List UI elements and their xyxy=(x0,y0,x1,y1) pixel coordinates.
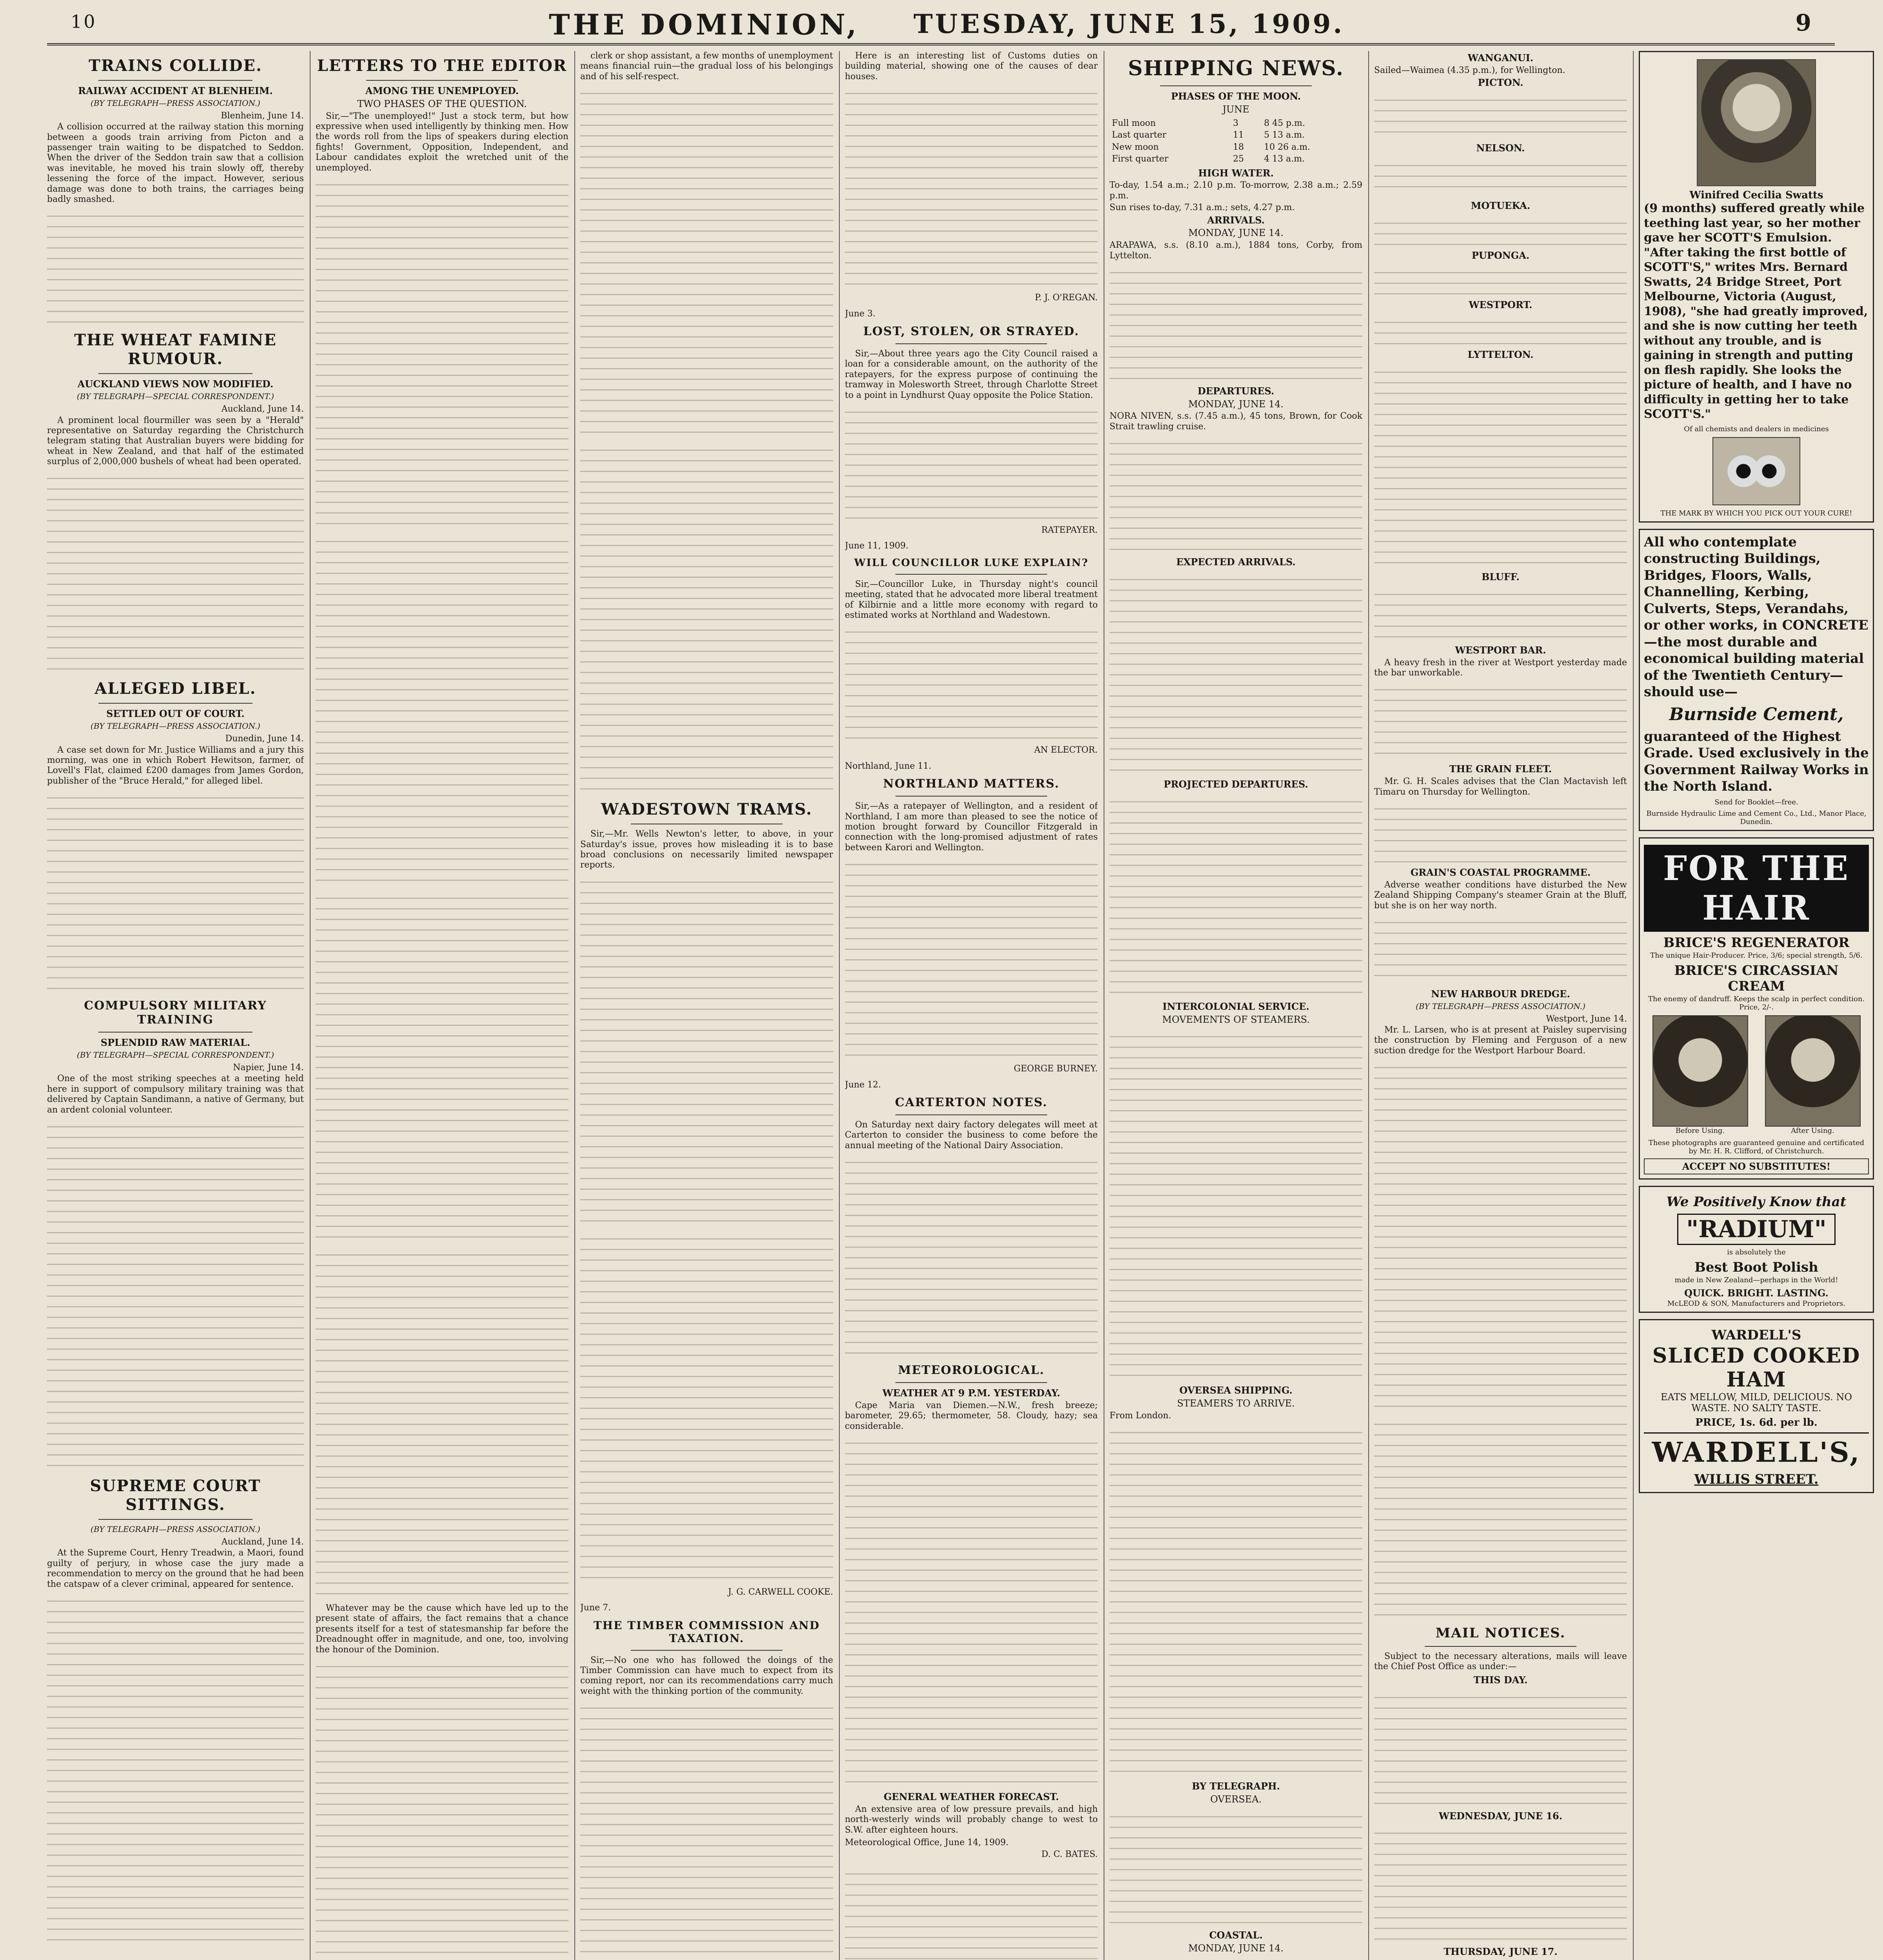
port-heading: NELSON. xyxy=(1476,142,1525,154)
article-text-block xyxy=(580,1230,833,1583)
article-paragraph: Whatever may be the cause which have led up to the present state of affairs, the fact remains that a chance presents itself for a test of statesmanship far before the Dreadnought offer in magnitude, and one, too, involving the honour of the Dominion. xyxy=(316,1603,568,1655)
ad-caption: Winifred Cecilia Swatts xyxy=(1689,189,1823,201)
letter-date: June 11, 1909. xyxy=(845,541,909,551)
column-rule xyxy=(839,51,840,1960)
page-mark-left: 10 xyxy=(71,11,97,32)
article-text-block xyxy=(1374,800,1627,863)
article-paragraph: Sir,—As a ratepayer of Wellington, and a resident of Northland, I am more than pleased to see the notice of motion brought forward by Councillor Fitzgerald in connection with the long-promised adjustment of rates between Karori and Wellington. xyxy=(845,801,1098,853)
article-paragraph: Adverse weather conditions have disturbed the New Zealand Shipping Company's steamer Grain at the Bluff, but she is on her way north. xyxy=(1374,880,1627,911)
ad-brand: "RADIUM" xyxy=(1677,1214,1836,1245)
column-6 xyxy=(1374,51,1627,1960)
article-subtitle: MOVEMENTS OF STEAMERS. xyxy=(1162,1014,1310,1025)
time-cell: 5 13 a.m. xyxy=(1264,130,1305,140)
office-line: Meteorological Office, June 14, 1909. xyxy=(845,1838,1009,1848)
article-title: WILL COUNCILLOR LUKE EXPLAIN? xyxy=(854,557,1089,569)
before-image xyxy=(1652,1015,1748,1127)
divider xyxy=(895,796,1047,797)
divider xyxy=(895,1114,1047,1115)
sun-times: Sun rises to-day, 7.31 a.m.; sets, 4.27 p.m. xyxy=(1109,203,1295,213)
article-paragraph: Here is an interesting list of Customs duties on building material, showing one of the causes of dear houses. xyxy=(845,51,1098,82)
shipping-list-block xyxy=(1109,264,1362,382)
dateline: Westport, June 14. xyxy=(1546,1014,1627,1024)
article-subtitle: EXPECTED ARRIVALS. xyxy=(1176,556,1296,568)
article-paragraph: A case set down for Mr. Justice Williams and a jury this morning, was one in which Robert Hewitson, farmer, of Lovell's Flat, claimed £200 damages from James Gordon, publisher of the "Bruce Herald," for alleged libel. xyxy=(47,745,304,786)
article-text-block xyxy=(1374,1416,1627,1620)
article-subtitle: GRAIN'S COASTAL PROGRAMME. xyxy=(1410,866,1591,878)
article-title: THE TIMBER COMMISSION AND TAXATION. xyxy=(593,1619,820,1645)
port-heading: MOTUEKA. xyxy=(1471,200,1531,211)
article-subtitle: THE GRAIN FLEET. xyxy=(1449,763,1552,775)
shipping-list-block xyxy=(1109,1808,1362,1926)
letter-signature: GEORGE BURNEY. xyxy=(1013,1064,1098,1074)
ad-body: (9 months) suffered greatly while teething last year, so her mother gave her SCOTT'S Emulsion. "After taking the first bottle of SCOTT'S," writes Mrs. Bernard Swatts, 24 Bridge Street, Port Melbourne, Victoria (August, 1908), "she had greatly improved, and she is now cutting her teeth without any trouble, and is gaining in strength and putting on flesh rapidly. She looks the picture of health, and I have no difficulty in getting her to take SCOTT'S." xyxy=(1644,201,1868,421)
advertisement-column xyxy=(1639,51,1874,1960)
article-subtitle: DEPARTURES. xyxy=(1197,385,1275,397)
phase-cell: Last quarter xyxy=(1112,130,1167,140)
dateline: Auckland, June 14. xyxy=(221,404,304,414)
article-text-block xyxy=(47,208,304,325)
before-image-wrap xyxy=(1652,1015,1748,1135)
divider xyxy=(98,1519,252,1520)
day-cell: 11 xyxy=(1233,130,1244,140)
ad-tagline: EATS MELLOW, MILD, DELICIOUS. NO WASTE. NO SALTY TASTE. xyxy=(1660,1391,1852,1414)
article-paragraph: Sir,—About three years ago the City Council raised a loan for a considerable amount, on the authority of the ratepayers, for the express purpose of continuing the tramway in Molesworth Street, through Charlotte Street to a point in Lyndhurst Quay opposite the Police Station. xyxy=(845,348,1098,400)
column-1 xyxy=(47,51,304,1960)
article-subtitle: NEW HARBOUR DREDGE. xyxy=(1431,988,1570,1000)
dateline: Blenheim, June 14. xyxy=(221,111,304,121)
article-paragraph: Sir,—Councillor Luke, in Thursday night's council meeting, stated that he advocated more liberal treatment of Kilbirnie and a little more economy with regard to estimated works at Northland and Wadestown. xyxy=(845,579,1098,621)
dateline: Dunedin, June 14. xyxy=(225,734,304,744)
shipping-list-block xyxy=(1109,571,1362,775)
article-text-block xyxy=(580,874,833,1227)
shipping-list-block xyxy=(1374,215,1627,246)
column-rule xyxy=(574,51,575,1960)
article-paragraph: Sir,—No one who has followed the doings of the Timber Commission can have much to expect from its coming report, nor can its recommendations carry much weight with the thinking portion of the community. xyxy=(580,1655,833,1696)
article-text-block xyxy=(316,1658,568,1960)
ad-product: BRICE'S REGENERATOR xyxy=(1663,935,1850,951)
divider xyxy=(1160,85,1312,86)
wire-credit: (BY TELEGRAPH—PRESS ASSOCIATION.) xyxy=(91,98,260,108)
divider xyxy=(98,80,252,81)
letter-signature: RATEPAYER. xyxy=(1041,525,1098,535)
time-cell: 8 45 p.m. xyxy=(1264,118,1305,128)
article-subtitle: AUCKLAND VIEWS NOW MODIFIED. xyxy=(77,378,274,390)
article-text-block xyxy=(1374,914,1627,985)
article-text-block xyxy=(845,624,1098,741)
article-subtitle: COASTAL. xyxy=(1209,1929,1263,1941)
letter-date: June 3. xyxy=(845,309,876,319)
letter-signature: P. J. O'REGAN. xyxy=(1035,293,1098,303)
phase-cell: First quarter xyxy=(1112,154,1169,164)
column-rule xyxy=(310,51,311,1960)
port-heading: WESTPORT. xyxy=(1469,299,1533,311)
port-entry: Sailed—Waimea (4.35 p.m.), for Wellington. xyxy=(1374,65,1565,75)
wire-credit: (BY TELEGRAPH—PRESS ASSOCIATION.) xyxy=(91,721,260,731)
mail-day-heading: THIS DAY. xyxy=(1473,1674,1528,1686)
article-title: WADESTOWN TRAMS. xyxy=(601,800,813,819)
page-number: 9 xyxy=(1795,9,1811,36)
article-title: CARTERTON NOTES. xyxy=(895,1095,1048,1109)
letter-date: June 7. xyxy=(580,1603,611,1613)
wire-credit: (BY TELEGRAPH—PRESS ASSOCIATION.) xyxy=(1416,1001,1585,1011)
article-title: ALLEGED LIBEL. xyxy=(94,679,256,698)
article-subtitle: RAILWAY ACCIDENT AT BLENHEIM. xyxy=(78,85,273,96)
ad-product: BRICE'S CIRCASSIAN CREAM xyxy=(1674,962,1839,994)
section-title: SHIPPING NEWS. xyxy=(1128,56,1344,80)
day-cell: 25 xyxy=(1233,154,1244,164)
article-subtitle: WESTPORT BAR. xyxy=(1455,644,1546,656)
article-paragraph: An extensive area of low pressure prevails, and high north-westerly winds will probably change to west to S.W. after eighteen hours. xyxy=(845,1804,1098,1835)
article-paragraph: Cape Maria van Diemen.—N.W., fresh breeze; barometer, 29.65; thermometer, 58. Cloudy, hazy; sea considerable. xyxy=(845,1400,1098,1431)
article-text-block xyxy=(580,85,833,438)
section-title: LETTERS TO THE EDITOR xyxy=(317,56,567,75)
article-paragraph: At the Supreme Court, Henry Treadwin, a Maori, found guilty of perjury, in whose case the jury made a recommendation to mercy on the ground that he had been the catspaw of a clever criminal, appeared for sentence. xyxy=(47,1548,304,1589)
article-subtitle: OVERSEA. xyxy=(1210,1794,1262,1805)
wire-credit: (BY TELEGRAPH—SPECIAL CORRESPONDENT.) xyxy=(76,392,274,401)
ad-maker: WARDELL'S xyxy=(1711,1327,1801,1343)
article-subtitle: TWO PHASES OF THE QUESTION. xyxy=(357,98,527,109)
divider xyxy=(895,1382,1047,1383)
letter-date: Northland, June 11. xyxy=(845,761,932,771)
divider xyxy=(98,703,252,704)
scotts-emulsion-ad xyxy=(1639,51,1874,523)
after-image xyxy=(1765,1015,1861,1127)
dateline: Auckland, June 14. xyxy=(221,1537,304,1547)
article-paragraph: Sir,—"The unemployed!" Just a stock term, but how expressive when used intelligently by thinking men. How the words roll from the lips of speakers during election fights! Government, Opposition, Independent, and Labour candidates exploit the wretched unit of the unemployed. xyxy=(316,111,568,173)
ad-tagline: Of all chemists and dealers in medicines xyxy=(1684,425,1829,433)
masthead xyxy=(47,8,1835,45)
article-text-block xyxy=(845,1866,1098,1960)
divider xyxy=(98,1032,252,1033)
column-5 xyxy=(1109,51,1362,1960)
moon-phase-table xyxy=(1109,118,1362,165)
article-text-block xyxy=(845,404,1098,521)
article-paragraph: On Saturday next dairy factory delegates will meet at Carterton to consider the business to come before the annual meeting of the National Dairy Association. xyxy=(845,1120,1098,1151)
wire-credit: (BY TELEGRAPH—PRESS ASSOCIATION.) xyxy=(91,1524,260,1534)
article-subtitle: INTERCOLONIAL SERVICE. xyxy=(1162,1000,1309,1012)
high-water-times: To-day, 1.54 a.m.; 2.10 p.m. To-morrow, 2.38 a.m.; 2.59 p.m. xyxy=(1109,180,1362,201)
ad-address: Burnside Hydraulic Lime and Cement Co., Ltd., Manor Place, Dunedin. xyxy=(1646,809,1867,826)
article-subtitle: PROJECTED DEPARTURES. xyxy=(1164,779,1308,790)
dateline: Napier, June 14. xyxy=(233,1063,304,1073)
article-text-block xyxy=(580,1700,833,1960)
baby-portrait-image xyxy=(1697,59,1816,186)
port-heading: LYTTELTON. xyxy=(1467,349,1534,361)
ad-address: WILLIS STREET. xyxy=(1694,1471,1819,1487)
shipping-list-block xyxy=(1374,264,1627,296)
column-rule xyxy=(1633,51,1634,1960)
wire-credit: (BY TELEGRAPH—SPECIAL CORRESPONDENT.) xyxy=(76,1050,274,1060)
day-cell: 18 xyxy=(1233,142,1244,152)
divider xyxy=(895,574,1047,575)
mail-day-heading: WEDNESDAY, JUNE 16. xyxy=(1438,1810,1563,1822)
table-row xyxy=(1109,118,1362,129)
table-row xyxy=(1109,153,1362,165)
image-caption: After Using. xyxy=(1791,1126,1834,1135)
shipping-list-block xyxy=(1109,1028,1362,1381)
phase-cell: Full moon xyxy=(1112,118,1156,128)
table-row xyxy=(1109,142,1362,153)
time-cell: 10 26 a.m. xyxy=(1264,142,1310,152)
article-text-block xyxy=(580,442,833,795)
wardells-ham-ad xyxy=(1639,1319,1874,1493)
article-subtitle: BY TELEGRAPH. xyxy=(1192,1780,1280,1792)
overseas-origin: From London. xyxy=(1109,1411,1171,1421)
article-text-block xyxy=(47,1593,304,1945)
article-text-block xyxy=(316,1247,568,1599)
ad-product-detail: The unique Hair-Producer. Price, 3/6; special strength, 5/6. xyxy=(1650,951,1863,960)
article-title: SUPREME COURT SITTINGS. xyxy=(90,1476,261,1514)
divider xyxy=(895,343,1047,344)
ad-tagline: Send for Booklet—free. xyxy=(1714,798,1798,806)
ad-body: All who contemplate constructing Buildings, Bridges, Floors, Walls, Channelling, Kerbing, Culverts, Steps, Verandahs, or other works, in CONCRETE—the most durable and economical building material of the Twentieth Century—should use— xyxy=(1644,534,1868,700)
ad-headline: SLICED COOKED HAM xyxy=(1652,1343,1861,1392)
article-text-block xyxy=(47,1118,304,1471)
article-paragraph: Subject to the necessary alterations, mails will leave the Chief Post Office as under:— xyxy=(1374,1651,1627,1672)
article-subtitle: MONDAY, JUNE 14. xyxy=(1188,227,1284,239)
table-row xyxy=(1109,129,1362,141)
ad-stamp: ACCEPT NO SUBSTITUTES! xyxy=(1644,1158,1869,1174)
shipping-list-block xyxy=(1109,1424,1362,1777)
ad-brand: Burnside Cement, xyxy=(1669,704,1844,724)
article-paragraph: Mr. G. H. Scales advises that the Clan Mactavish left Timaru on Thursday for Wellington. xyxy=(1374,777,1627,797)
article-subtitle: HIGH WATER. xyxy=(1198,167,1274,179)
trademark-icon xyxy=(1712,437,1800,505)
article-subtitle: AMONG THE UNEMPLOYED. xyxy=(365,85,519,96)
article-subtitle: OVERSEA SHIPPING. xyxy=(1179,1385,1293,1396)
ad-line: QUICK. BRIGHT. LASTING. xyxy=(1684,1287,1829,1299)
newspaper-title: THE DOMINION, xyxy=(549,8,860,41)
article-subtitle: PHASES OF THE MOON. xyxy=(1171,91,1301,102)
phase-cell: New moon xyxy=(1112,142,1159,152)
time-cell: 4 13 a.m. xyxy=(1264,154,1305,164)
shipping-list-block xyxy=(1109,1957,1362,1960)
article-text-block xyxy=(1374,681,1627,760)
ad-line: made in New Zealand—perhaps in the World! xyxy=(1674,1276,1838,1284)
column-rule xyxy=(1368,51,1369,1960)
ad-line: is absolutely the xyxy=(1727,1248,1786,1256)
shipping-list-block xyxy=(1374,157,1627,196)
shipping-list-block xyxy=(1109,435,1362,553)
article-subtitle: SETTLED OUT OF COURT. xyxy=(106,708,245,720)
divider xyxy=(1425,1646,1576,1647)
article-text-block xyxy=(845,856,1098,1060)
article-subtitle: STEAMERS TO ARRIVE. xyxy=(1177,1398,1295,1409)
article-text-block xyxy=(845,1435,1098,1788)
article-text-block xyxy=(845,85,1098,289)
article-text-block xyxy=(47,470,304,674)
shipping-list-block xyxy=(1374,586,1627,641)
article-paragraph: Mr. L. Larsen, who is at present at Paisley supervising the construction by Fleming and Ferguson of a new suction dredge for the Westport Harbour Board. xyxy=(1374,1025,1627,1056)
ad-line: We Positively Know that xyxy=(1666,1194,1847,1210)
divider xyxy=(98,373,252,374)
ad-headline: FOR THE HAIR xyxy=(1644,845,1869,932)
port-heading: PUPONGA. xyxy=(1471,249,1530,261)
port-heading: PICTON. xyxy=(1478,77,1523,89)
article-subtitle: MONDAY, JUNE 14. xyxy=(1188,1942,1284,1954)
article-paragraph: One of the most striking speeches at a meeting held here in support of compulsory military training was that delivered by Captain Sandimann, a native of Germany, but an ardent colonial volunteer. xyxy=(47,1074,304,1115)
ad-line: Best Boot Polish xyxy=(1694,1259,1818,1275)
column-4 xyxy=(845,51,1098,1960)
radium-polish-ad xyxy=(1639,1186,1874,1313)
article-title: METEOROLOGICAL. xyxy=(898,1363,1045,1377)
article-paragraph: A heavy fresh in the river at Westport yesterday made the bar unworkable. xyxy=(1374,657,1627,678)
article-subtitle: ARRIVALS. xyxy=(1207,214,1265,226)
article-subtitle: SPLENDID RAW MATERIAL. xyxy=(100,1037,251,1049)
article-text-block xyxy=(845,1154,1098,1358)
article-paragraph: clerk or shop assistant, a few months of unemployment means financial ruin—the gradual loss of his belongings and of his self-respect. xyxy=(580,51,833,82)
article-title: NORTHLAND MATTERS. xyxy=(883,777,1060,791)
article-text-block xyxy=(1374,1059,1627,1412)
letter-signature: AN ELECTOR. xyxy=(1034,745,1098,755)
divider xyxy=(366,80,518,81)
ad-brand: WARDELL'S, xyxy=(1644,1432,1869,1468)
article-text-block xyxy=(316,890,568,1243)
mail-day-heading: THURSDAY, JUNE 17. xyxy=(1444,1946,1558,1958)
shipping-list-block xyxy=(1374,92,1627,139)
article-title: TRAINS COLLIDE. xyxy=(89,56,262,75)
article-title: LOST, STOLEN, OR STRAYED. xyxy=(863,324,1080,338)
ad-note: These photographs are guaranteed genuine and certificated by Mr. H. R. Clifford, of Christchurch. xyxy=(1648,1138,1865,1155)
brices-hair-ad xyxy=(1639,837,1874,1180)
forecaster-signature: D. C. BATES. xyxy=(1041,1849,1098,1860)
article-title: COMPULSORY MILITARY TRAINING xyxy=(84,999,267,1027)
before-after-images xyxy=(1644,1015,1869,1135)
article-subtitle: JUNE xyxy=(1222,104,1249,115)
port-heading: BLUFF. xyxy=(1482,571,1520,583)
divider xyxy=(631,1650,783,1651)
ad-price: PRICE, 1s. 6d. per lb. xyxy=(1695,1416,1818,1428)
article-text-block xyxy=(316,176,568,529)
arrival-entry: ARAPAWA, s.s. (8.10 a.m.), 1884 tons, Corby, from Lyttelton. xyxy=(1109,240,1362,261)
image-caption: Before Using. xyxy=(1675,1126,1725,1135)
mail-list-block xyxy=(1374,1825,1627,1942)
letter-date: June 12. xyxy=(845,1080,881,1090)
column-2 xyxy=(316,51,568,1960)
article-text-block xyxy=(316,533,568,886)
ad-trademark-caption: THE MARK BY WHICH YOU PICK OUT YOUR CURE! xyxy=(1660,509,1852,517)
ad-maker: McLEOD & SON, Manufacturers and Proprietors. xyxy=(1667,1299,1846,1308)
ad-body: guaranteed of the Highest Grade. Used exclusively in the Government Railway Works in the North Island. xyxy=(1644,728,1869,794)
after-image-wrap xyxy=(1765,1015,1861,1135)
port-heading: WANGANUI. xyxy=(1467,52,1534,64)
article-subtitle: MONDAY, JUNE 14. xyxy=(1188,398,1284,410)
issue-date: TUESDAY, JUNE 15, 1909. xyxy=(913,9,1345,39)
article-title: THE WHEAT FAMINE RUMOUR. xyxy=(74,331,277,368)
letter-signature: J. G. CARWELL COOKE. xyxy=(728,1587,833,1597)
column-3 xyxy=(580,51,833,1960)
section-title: MAIL NOTICES. xyxy=(1435,1625,1566,1641)
article-subtitle: GENERAL WEATHER FORECAST. xyxy=(884,1791,1059,1803)
departure-entry: NORA NIVEN, s.s. (7.45 a.m.), 45 tons, Brown, for Cook Strait trawling cruise. xyxy=(1109,411,1362,432)
shipping-list-block xyxy=(1374,364,1627,568)
shipping-list-block xyxy=(1109,793,1362,997)
article-paragraph: Sir,—Mr. Wells Newton's letter, to above, in your Saturday's issue, proves how misleading it is to base broad conclusions on necessarily limited newspaper reports. xyxy=(580,829,833,870)
day-cell: 3 xyxy=(1233,118,1238,128)
article-paragraph: A collision occurred at the railway station this morning between a goods train arriving from Picton and a passenger train waiting to be dispatched to Seddon. When the driver of the Seddon train saw that a collision was inevitable, he moved his train slowly off, thereby lessening the force of the impact. However, serious damage was done to both trains, the carriages being badly smashed. xyxy=(47,122,304,204)
article-paragraph: A prominent local flourmiller was seen by a "Herald" representative on Saturday regarding the Christchurch telegram stating that Australian buyers were bidding for wheat in New Zealand, and that half of the estimated surplus of 2,000,000 bushels of wheat had been operated. xyxy=(47,415,304,467)
ad-product-detail: The enemy of dandruff. Keeps the scalp in perfect condition. Price, 2/-. xyxy=(1648,995,1865,1011)
article-subtitle: WEATHER AT 9 P.M. YESTERDAY. xyxy=(882,1387,1060,1399)
mail-list-block xyxy=(1374,1689,1627,1807)
article-text-block xyxy=(47,789,304,993)
burnside-cement-ad xyxy=(1639,529,1874,831)
shipping-list-block xyxy=(1374,314,1627,345)
